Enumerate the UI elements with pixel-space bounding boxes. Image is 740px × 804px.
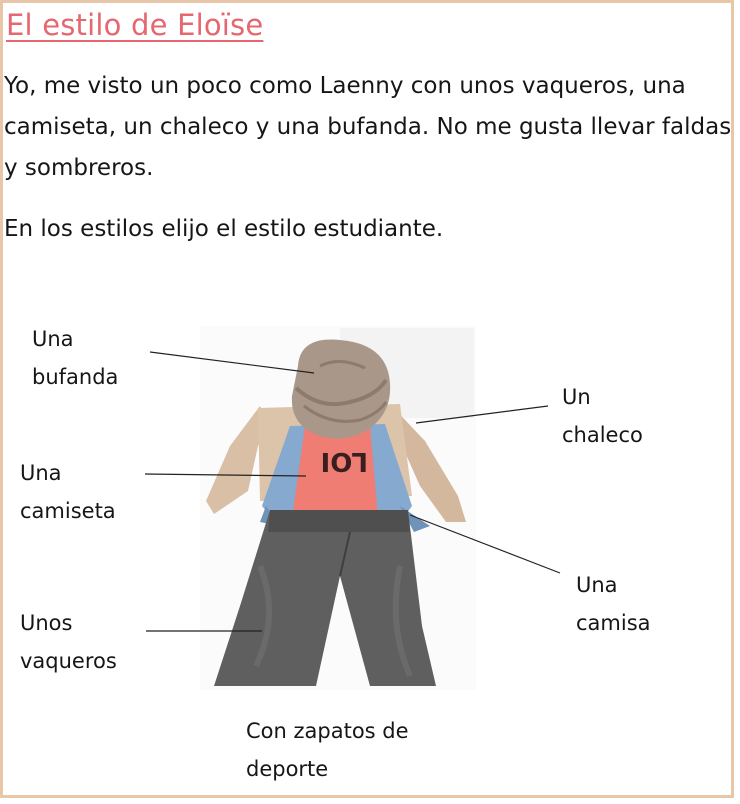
outfit-photo (200, 326, 476, 690)
label-chaleco: Un chaleco (562, 385, 643, 447)
label-vaqueros: Unos vaqueros (20, 611, 117, 673)
label-zapatos: Con zapatos de deporte (246, 719, 409, 781)
label-bufanda: Una bufanda (32, 327, 119, 389)
style-paragraph: En los estilos elijo el estilo estudiante. (4, 216, 444, 242)
tshirt-print: LOI (320, 446, 368, 476)
label-camisa: Una camisa (576, 573, 651, 635)
page-title: El estilo de Eloïse (6, 8, 264, 42)
description-paragraph: Yo, me visto un poco como Laenny con unos vaqueros, una camiseta, un chaleco y una bufanda. No me gusta llevar faldas y sombreros. (4, 73, 732, 181)
label-camiseta: Una camiseta (20, 461, 116, 523)
